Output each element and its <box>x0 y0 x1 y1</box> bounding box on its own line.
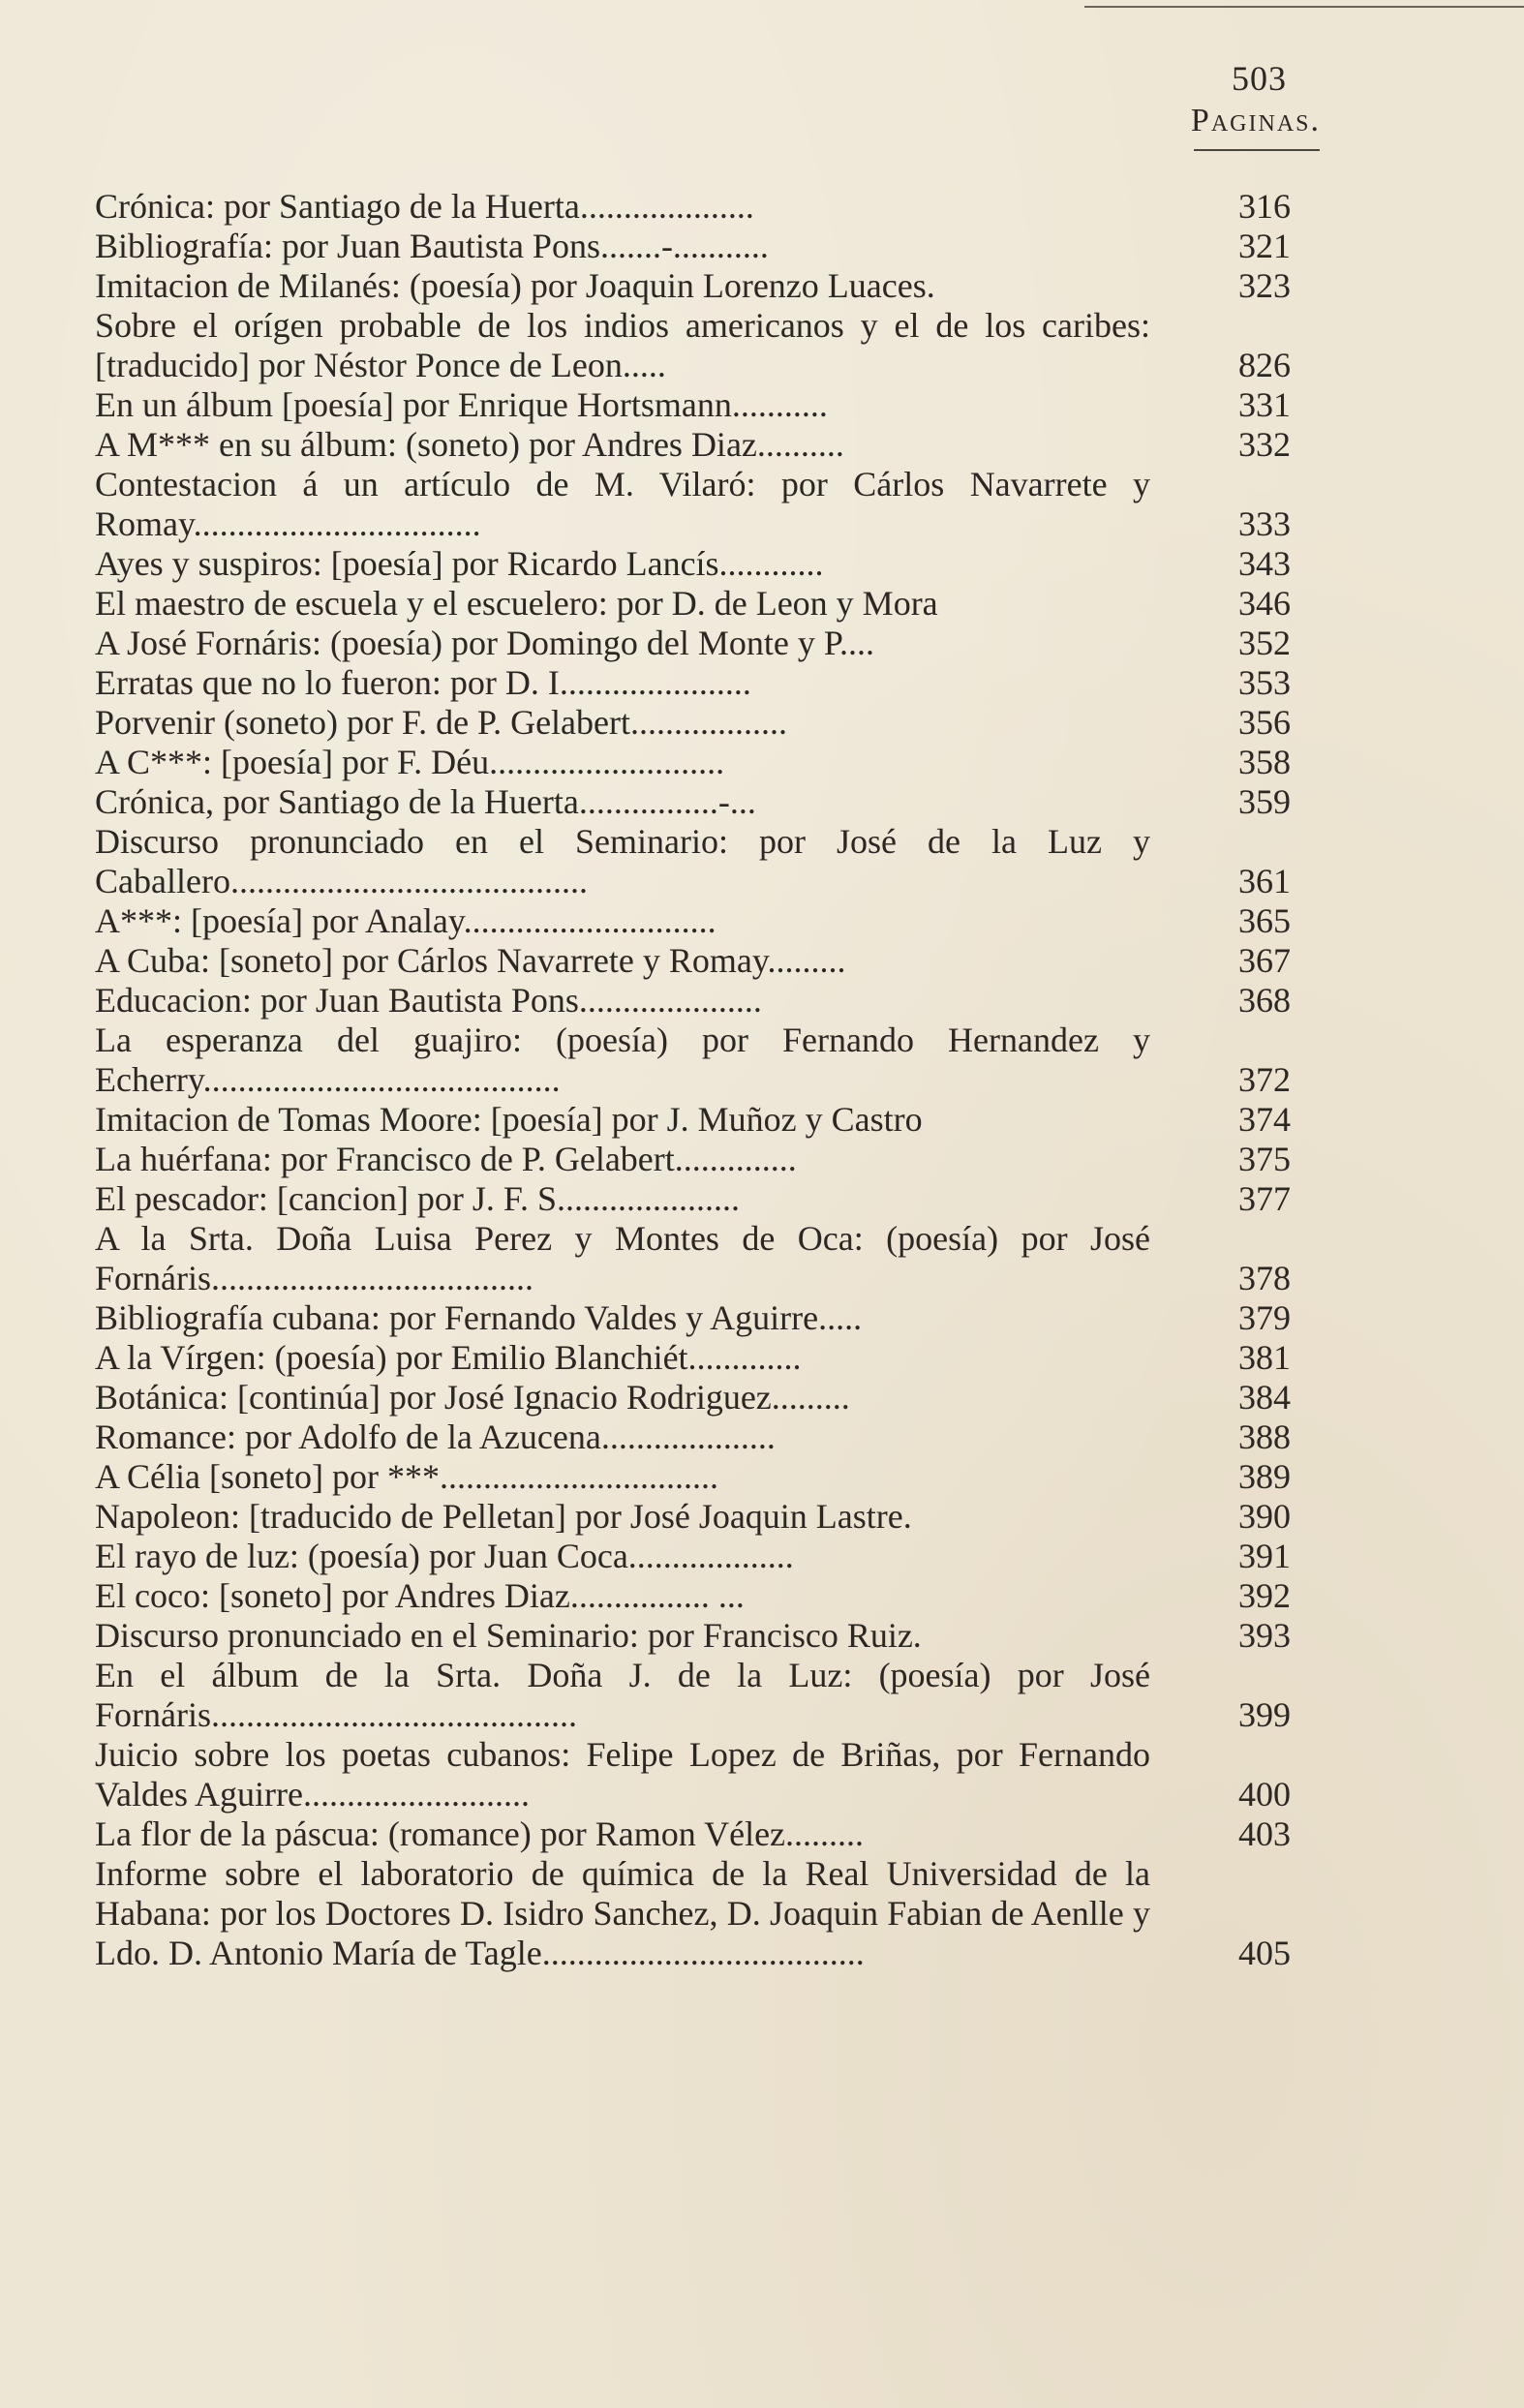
entry-page-number: 384 <box>1238 1378 1291 1417</box>
entry-page-number: 323 <box>1238 266 1291 305</box>
toc-entry <box>95 425 1291 465</box>
entry-page-number: 356 <box>1238 703 1291 742</box>
entry-page-number: 388 <box>1238 1417 1291 1456</box>
toc-entry <box>95 1497 1291 1537</box>
toc-entry <box>95 1219 1291 1298</box>
entry-page-number: 403 <box>1238 1814 1291 1853</box>
entry-page-number: 392 <box>1238 1576 1291 1615</box>
toc-entry <box>95 1417 1291 1457</box>
toc-entry <box>95 1854 1291 1973</box>
entry-page-number: 372 <box>1238 1060 1291 1099</box>
entry-title: A la Srta. Doña Luisa Perez y Montes de Oca: (poesía) por José Fornáris..................................... <box>95 1219 1150 1297</box>
toc-entry <box>95 306 1291 385</box>
entry-title: Contestacion á un artículo de M. Vilaró: por Cárlos Navarrete y Romay................................. <box>95 465 1150 543</box>
top-rule <box>1084 6 1524 8</box>
entry-title: Sobre el orígen probable de los indios americanos y el de los caribes: [traducido] por Néstor Ponce de Leon..... <box>95 306 1150 384</box>
entry-title: Ayes y suspiros: [poesía] por Ricardo Lancís............ <box>95 544 824 583</box>
toc-entry <box>95 624 1291 663</box>
entry-title: En un álbum [poesía] por Enrique Hortsmann........... <box>95 385 828 424</box>
entry-title: La huérfana: por Francisco de P. Gelabert.............. <box>95 1140 797 1178</box>
entry-title: Bibliografía cubana: por Fernando Valdes y Aguirre..... <box>95 1298 863 1337</box>
entry-title: En el álbum de la Srta. Doña J. de la Luz: (poesía) por José Fornáris.......................................... <box>95 1656 1150 1734</box>
toc-entry <box>95 822 1291 901</box>
entry-title: Romance: por Adolfo de la Azucena.................... <box>95 1417 776 1456</box>
toc-entry <box>95 1140 1291 1179</box>
entry-page-number: 381 <box>1238 1338 1291 1377</box>
toc-entry <box>95 1179 1291 1219</box>
toc-entry <box>95 1616 1291 1656</box>
entry-page-number: 405 <box>1238 1934 1291 1972</box>
toc-entry <box>95 1814 1291 1854</box>
entry-page-number: 391 <box>1238 1537 1291 1575</box>
entry-page-number: 390 <box>1238 1497 1291 1536</box>
entry-page-number: 353 <box>1238 663 1291 702</box>
entry-title: A la Vírgen: (poesía) por Emilio Blanchiét............. <box>95 1338 802 1377</box>
entry-page-number: 389 <box>1238 1457 1291 1496</box>
entry-page-number: 826 <box>1238 346 1291 384</box>
entry-title: A C***: [poesía] por F. Déu........................... <box>95 743 725 781</box>
entry-title: Bibliografía: por Juan Bautista Pons.......-........... <box>95 227 769 265</box>
toc-entry <box>95 544 1291 584</box>
toc-entry <box>95 941 1291 981</box>
entry-title: Crónica, por Santiago de la Huerta................-... <box>95 782 756 821</box>
entry-title: Juicio sobre los poetas cubanos: Felipe Lopez de Briñas, por Fernando Valdes Aguirre.......................... <box>95 1735 1150 1814</box>
entry-page-number: 316 <box>1238 187 1291 226</box>
entry-page-number: 374 <box>1238 1100 1291 1139</box>
entry-title: Discurso pronunciado en el Seminario: por Francisco Ruiz. <box>95 1616 922 1655</box>
entry-page-number: 346 <box>1238 584 1291 623</box>
toc-entry <box>95 663 1291 703</box>
entry-title: Napoleon: [traducido de Pelletan] por José Joaquin Lastre. <box>95 1497 912 1536</box>
entry-page-number: 399 <box>1238 1695 1291 1734</box>
entry-page-number: 378 <box>1238 1259 1291 1297</box>
entry-title: Discurso pronunciado en el Seminario: por José de la Luz y Caballero......................................... <box>95 822 1150 900</box>
entry-title: Erratas que no lo fueron: por D. I...................... <box>95 663 751 702</box>
entry-title: El pescador: [cancion] por J. F. S..................... <box>95 1179 740 1218</box>
entry-title: A Célia [soneto] por ***................................ <box>95 1457 718 1496</box>
entry-title: Porvenir (soneto) por F. de P. Gelabert.................. <box>95 703 788 742</box>
toc-entry <box>95 584 1291 624</box>
entry-page-number: 333 <box>1238 504 1291 543</box>
entry-title: El maestro de escuela y el escuelero: por D. de Leon y Mora <box>95 584 938 623</box>
toc-entry <box>95 743 1291 782</box>
page-number: 503 <box>1232 59 1287 98</box>
toc-entry <box>95 1457 1291 1497</box>
toc-entry <box>95 1338 1291 1378</box>
entry-title: A Cuba: [soneto] por Cárlos Navarrete y Romay......... <box>95 941 846 980</box>
toc-entry <box>95 187 1291 227</box>
toc-entry <box>95 465 1291 544</box>
entry-title: A***: [poesía] por Analay............................. <box>95 901 716 940</box>
entry-title: A José Fornáris: (poesía) por Domingo del Monte y P.... <box>95 624 874 662</box>
toc-entry <box>95 981 1291 1021</box>
entry-page-number: 352 <box>1238 624 1291 662</box>
entry-page-number: 361 <box>1238 862 1291 900</box>
entry-title: Educacion: por Juan Bautista Pons..................... <box>95 981 762 1020</box>
entry-page-number: 379 <box>1238 1298 1291 1337</box>
entry-page-number: 332 <box>1238 425 1291 464</box>
toc-entry <box>95 1100 1291 1140</box>
toc-entry <box>95 1298 1291 1338</box>
entry-title: Crónica: por Santiago de la Huerta.................... <box>95 187 754 226</box>
toc-entry <box>95 1378 1291 1417</box>
heading-rule <box>1194 149 1320 151</box>
entry-page-number: 358 <box>1238 743 1291 781</box>
pages-column-heading: Paginas. <box>1190 103 1321 138</box>
entry-title: El rayo de luz: (poesía) por Juan Coca................... <box>95 1537 794 1575</box>
entry-page-number: 400 <box>1238 1775 1291 1814</box>
entry-title: A M*** en su álbum: (soneto) por Andres Diaz.......... <box>95 425 844 464</box>
toc-entry <box>95 1656 1291 1735</box>
toc-entry <box>95 703 1291 743</box>
entry-title: Botánica: [continúa] por José Ignacio Rodriguez......... <box>95 1378 850 1417</box>
toc-entry <box>95 1735 1291 1814</box>
toc-entry <box>95 1537 1291 1576</box>
toc-entry <box>95 901 1291 941</box>
entry-page-number: 375 <box>1238 1140 1291 1178</box>
entry-title: La flor de la páscua: (romance) por Ramon Vélez......... <box>95 1814 865 1853</box>
toc-entry <box>95 782 1291 822</box>
toc-entry <box>95 266 1291 306</box>
toc-entry <box>95 227 1291 266</box>
entry-title: Informe sobre el laboratorio de química de la Real Universidad de la Habana: por los Doctores D. Isidro Sanchez, D. Joaquin Fabian de Aenlle y Ldo. D. Antonio María de Tagle..................................... <box>95 1854 1150 1972</box>
entry-page-number: 359 <box>1238 782 1291 821</box>
entry-title: Imitacion de Tomas Moore: [poesía] por J. Muñoz y Castro <box>95 1100 923 1139</box>
entry-page-number: 377 <box>1238 1179 1291 1218</box>
entry-title: La esperanza del guajiro: (poesía) por Fernando Hernandez y Echerry......................................... <box>95 1021 1150 1099</box>
entry-page-number: 343 <box>1238 544 1291 583</box>
entry-page-number: 365 <box>1238 901 1291 940</box>
entry-page-number: 321 <box>1238 227 1291 265</box>
toc-entry <box>95 1021 1291 1100</box>
entry-title: El coco: [soneto] por Andres Diaz................ ... <box>95 1576 745 1615</box>
entry-title: Imitacion de Milanés: (poesía) por Joaquin Lorenzo Luaces. <box>95 266 935 305</box>
entry-page-number: 368 <box>1238 981 1291 1020</box>
table-of-contents <box>95 187 1291 1973</box>
entry-page-number: 393 <box>1238 1616 1291 1655</box>
entry-page-number: 331 <box>1238 385 1291 424</box>
entry-page-number: 367 <box>1238 941 1291 980</box>
toc-entry <box>95 1576 1291 1616</box>
toc-entry <box>95 385 1291 425</box>
